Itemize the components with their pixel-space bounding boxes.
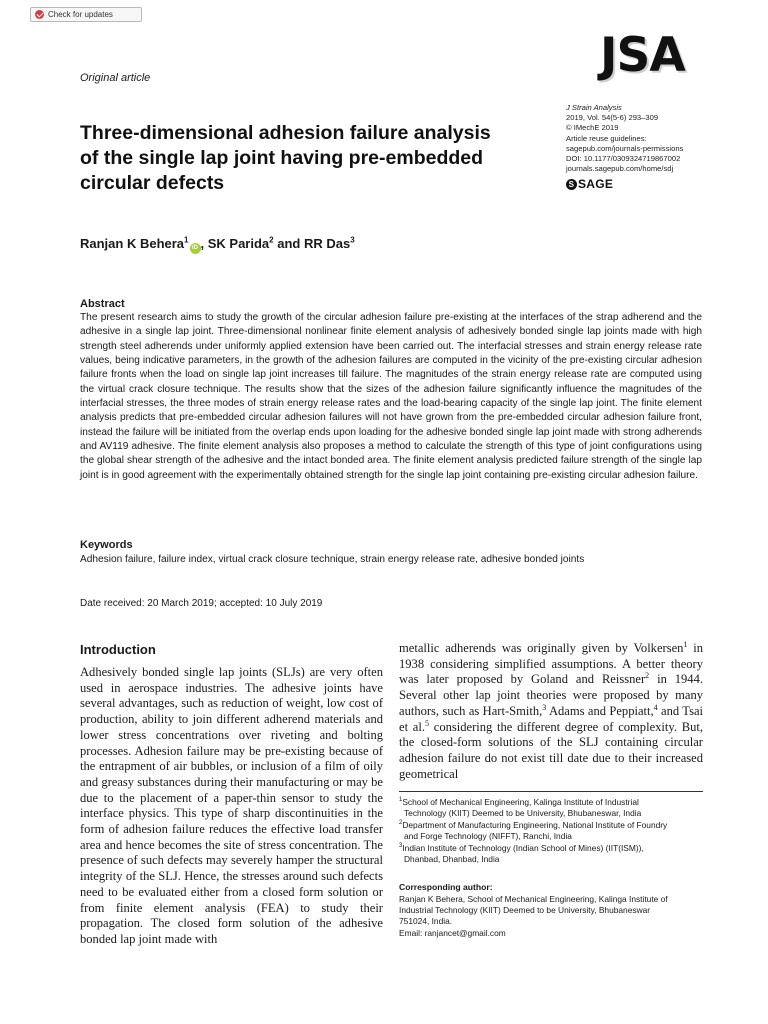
author-name[interactable]: RR Das (303, 236, 351, 251)
reuse-link[interactable]: sagepub.com/journals-permissions (566, 143, 684, 153)
journal-volume: 2019, Vol. 54(5-6) 293–309 (566, 113, 659, 123)
affiliation-line (399, 820, 703, 831)
affiliation-line: and Forge Technology (NIFFT), Ranchi, India (404, 831, 572, 842)
body-text: in 1944. Several other lap joint theories were proposed by many authors, such as Hart-Smith, (399, 672, 703, 718)
reuse-label: Article reuse guidelines: (566, 133, 647, 143)
affiliation-line: Dhanbad, Dhanbad, India (404, 854, 500, 865)
affiliation-text: School of Mechanical Engineering, Kalinga Institute of Industrial (402, 797, 639, 807)
check-updates-label: Check for updates (48, 10, 113, 19)
journal-name: J Strain Analysis (566, 103, 622, 112)
body-text: considering the different degree of complexity. But, the closed-form solutions of the SLJ containing circular adhesion failure do not exist till date due to their increased geometrical (399, 719, 703, 781)
affiliations (399, 797, 703, 865)
affiliation-line (399, 797, 703, 808)
check-for-updates-button[interactable] (30, 7, 142, 22)
author-separator: and (273, 236, 304, 251)
corresponding-author-heading: Corresponding author: (399, 882, 493, 892)
author-name[interactable]: Ranjan K Behera (80, 236, 185, 251)
doi-link[interactable]: DOI: 10.1177/0309324719867002 (566, 154, 681, 164)
orcid-icon[interactable]: iD (190, 243, 201, 254)
corresponding-line: Industrial Technology (KIIT) Deemed to be University, Bhubaneswar (399, 905, 651, 916)
body-text: in 1938 considering simplified assumptions. A better theory was later proposed by Goland and Reissner (399, 641, 703, 687)
citation-ref[interactable]: 1 (683, 639, 688, 649)
footnote-divider (399, 791, 703, 792)
abstract-text: The present research aims to study the growth of the circular adhesion failure pre-existing at the interfaces of the strap adherend and the adhesive in a single lap joint. Three-dimensional nonlinear finite element analysis of adhesively bonded single lap joints made with high strength steel adherends under uniformly applied extension have been carried out. The interfacial stresses and strain energy release rate values, being indicative parameters, in the growth of the adhesion failures are computed in the vicinity of the pre-existing circular adhesion failure fronts when the load on single lap joint increases till failure. The magnitudes of the strain energy release rate are computed using the virtual crack closure technique. The results show that the sizes of the adhesion failure significantly influence the magnitudes of the interfacial stresses, the three modes of strain energy release rates and the load-bearing capacity of the single lap joint. The finite element analysis predicts that pre-embedded circular adhesion failures will not have grown from the pre-embedded circular adhesion failure front, instead the failure will be initiated from the overlap ends upon loading for the adhesive bonded single lap joint made with strong adherends and AV119 adhesive. The finite element analysis also proposes a method to calculate the strength of this type of joint configurations using the global shear strength of the adhesive and the intact bonded area. The finite element analysis predicted failure strength of the single lap joint is in good agreement with the experimentally obtained strength for the single lap joint containing pre-existing circular adhesion failure. (80, 312, 702, 481)
check-updates-icon (35, 10, 44, 19)
journal-logo: JSA (600, 28, 685, 83)
sage-mark-icon: S (566, 179, 577, 190)
corresponding-line: Ranjan K Behera, School of Mechanical Engineering, Kalinga Institute of (399, 894, 668, 904)
body-text: Adams and Peppiatt, (546, 703, 654, 718)
corresponding-author-details (399, 894, 703, 939)
affiliation-sup: 3 (399, 842, 403, 849)
affiliation-line: Technology (KIIT) Deemed to be University, Bhubaneswar, India (404, 808, 642, 819)
publisher-name: SAGE (578, 177, 614, 191)
introduction-column-2 (399, 641, 703, 782)
journal-metadata (566, 103, 683, 174)
article-type: Original article (80, 72, 151, 84)
introduction-heading: Introduction (80, 642, 156, 657)
sage-logo (566, 177, 613, 191)
introduction-column-1: Adhesively bonded single lap joints (SLJs) are very often used in aerospace industries. The adhesive joints have several advantages, such as reduction of weight, low cost of production, ability to join different adherend materials and lower stress concentrations over riveting and bolting processes. Adhesion failure may be pre-existing because of the entrapment of air bubbles, or inclusion of a film of oily and greasy substances during their manufacturing or may be due to the placement of a paper-thin sensor to study the interface physics. This type of sharp discontinuities in the form of adhesion failure reduces the effective load transfer area and hence becomes the site of stress concentration. The presence of such defects may severely hamper the structural integrity of the SLJ. Hence, the stresses around such defects need to be evaluated either from a closed form solution or from finite element analysis (FEA) to study their propagation. The closed form solution of the adhesive bonded lap joint made with (80, 665, 383, 946)
keywords-text: Adhesion failure, failure index, virtual crack closure technique, strain energy release rate, adhesive bonded joints (80, 554, 585, 565)
citation-ref[interactable]: 2 (645, 671, 650, 681)
affiliation-line (399, 843, 703, 854)
corresponding-email[interactable]: Email: ranjancet@gmail.com (399, 927, 506, 938)
affiliation-text: Indian Institute of Technology (Indian School of Mines) (IIT(ISM)), (402, 842, 644, 853)
author-affiliation-sup: 1 (184, 235, 189, 245)
affiliation-text: Department of Manufacturing Engineering, National Institute of Foundry (402, 819, 668, 830)
affiliation-sup: 2 (399, 820, 403, 827)
abstract-heading: Abstract (80, 298, 125, 310)
author-separator: , (200, 236, 208, 251)
body-text: and Tsai et al. (399, 703, 704, 734)
citation-ref[interactable]: 5 (425, 718, 429, 728)
date-received: Date received: 20 March 2019; accepted: 10 July 2019 (80, 598, 323, 609)
affiliation-sup: 1 (399, 797, 403, 804)
author-list (80, 236, 355, 254)
keywords-heading: Keywords (80, 539, 133, 551)
author-name[interactable]: SK Parida (207, 236, 270, 251)
journal-home-link[interactable]: journals.sagepub.com/home/sdj (566, 164, 674, 174)
article-title: Three-dimensional adhesion failure analysis of the single lap joint having pre-embedded circular defects (80, 122, 491, 194)
citation-ref[interactable]: 4 (653, 702, 658, 712)
author-affiliation-sup: 2 (269, 235, 274, 245)
body-text: metallic adherends was originally given by Volkersen (399, 641, 684, 655)
journal-copyright: © IMechE 2019 (566, 123, 619, 133)
citation-ref[interactable]: 3 (542, 702, 547, 712)
author-affiliation-sup: 3 (350, 235, 355, 245)
corresponding-line: 751024, India. (399, 916, 453, 927)
